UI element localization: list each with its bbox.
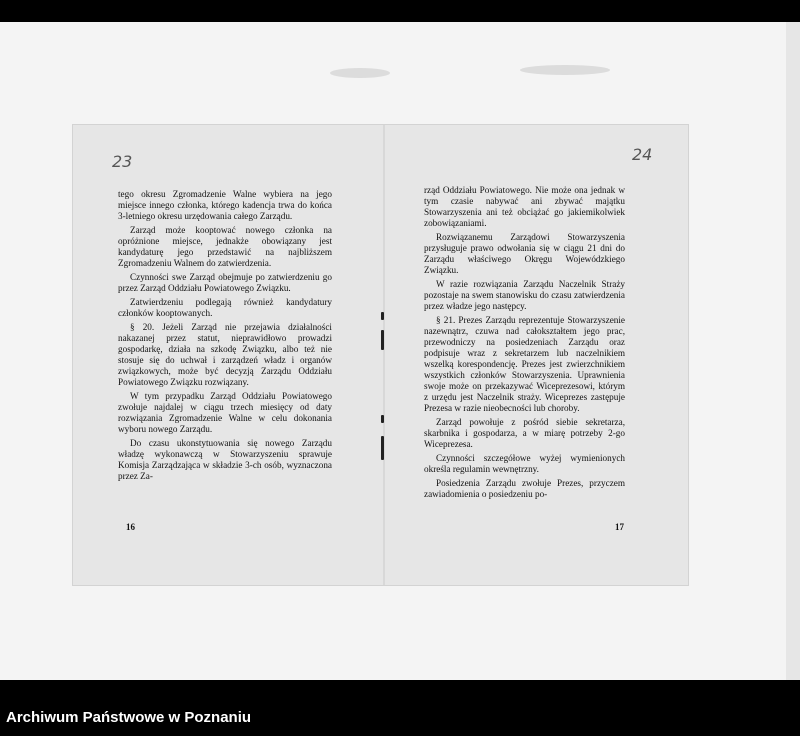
- scan-edge: [786, 22, 800, 680]
- paragraph: Zarząd może kooptować nowego członka na opróżnione miejsce, jednakże obowiązany jest kandydaturę jego przedstawić na najbliższem Zgromadzeniu Walnem do zatwierdzenia.: [118, 225, 332, 268]
- paragraph: Do czasu ukonstytuowania się nowego Zarządu władzę wykonawczą w Stowarzyszeniu sprawuje Komisja Zarządzająca w składzie 3-ch osób, wyznaczona przez Za-: [118, 438, 332, 481]
- archive-watermark: Archiwum Państwowe w Poznaniu: [6, 709, 252, 726]
- binding-stitch: [381, 436, 384, 460]
- paragraph: § 20. Jeżeli Zarząd nie przejawia działalności nakazanej przez statut, nieprawidłowo prowadzi gospodarkę, działa na szkodę Związku, albo też nie stosuje się do uchwał i zarządzeń władz i organów związkowych, może być decyzją Zarządu Oddziału Powiatowego Związku rozwiązany.: [118, 322, 332, 387]
- binding-stitch: [381, 415, 384, 423]
- center-fold: [383, 125, 385, 585]
- paragraph: Czynności szczegółowe wyżej wymienionych określa regulamin wewnętrzny.: [424, 453, 625, 474]
- paragraph: W razie rozwiązania Zarządu Naczelnik Straży pozostaje na swem stanowisku do czasu zatwierdzenia przez władze jego następcy.: [424, 279, 625, 311]
- paragraph: Rozwiązanemu Zarządowi Stowarzyszenia przysługuje prawo odwołania się w ciągu 21 dni do Zarządu właściwego Okręgu Wojewódzkiego Związku.: [424, 232, 625, 275]
- paragraph: rząd Oddziału Powiatowego. Nie może ona jednak w tym czasie nabywać ani zbywać majątku Stowarzyszenia ani też obciążać go jakiemikolwiek zobowiązaniami.: [424, 185, 625, 228]
- paragraph: Zatwierdzeniu podlegają również kandydatury członków kooptowanych.: [118, 297, 332, 318]
- binding-stitch: [381, 312, 384, 320]
- smudge-mark: [520, 65, 610, 75]
- left-page-number: 16: [126, 522, 135, 532]
- paragraph: Czynności swe Zarząd obejmuje po zatwierdzeniu go przez Zarząd Oddziału Powiatowego Związku.: [118, 272, 332, 293]
- binding-stitch: [381, 330, 384, 350]
- right-folio-number: 24: [632, 145, 653, 164]
- paragraph: tego okresu Zgromadzenie Walne wybiera na jego miejsce innego członka, którego kadencja trwa do końca 3-letniego okresu urzędowania całego Zarządu.: [118, 189, 332, 221]
- smudge-mark: [330, 68, 390, 78]
- footer-bar: [0, 680, 800, 736]
- right-page-number: 17: [615, 522, 624, 532]
- paragraph: W tym przypadku Zarząd Oddziału Powiatowego zwołuje najdalej w ciągu trzech miesięcy od daty rozwiązania Zgromadzenie Walne w celu dokonania wyboru nowego Zarządu.: [118, 391, 332, 434]
- paragraph: § 21. Prezes Zarządu reprezentuje Stowarzyszenie nazewnątrz, czuwa nad całokształtem jego prac, przewodniczy na posiedzeniach Zarządu oraz podpisuje wraz z sekretarzem lub naczelnikiem wszelką korespondencję. Prezes jest zwierzchnikiem wszystkich członków Stowarzyszenia. Uprawnienia swoje może on przekazywać Wiceprezesowi, którym z urzędu jest Naczelnik straży. Wiceprezes zastępuje Prezesa w razie nieobecności lub choroby.: [424, 315, 625, 413]
- paragraph: Posiedzenia Zarządu zwołuje Prezes, przyczem zawiadomienia o posiedzeniu po-: [424, 478, 625, 499]
- left-page-text: [118, 189, 332, 485]
- paragraph: Zarząd powołuje z pośród siebie sekretarza, skarbnika i gospodarza, a w miarę potrzeby 2-go Wiceprezesa.: [424, 417, 625, 449]
- left-folio-number: 23: [112, 152, 133, 171]
- right-page-text: [424, 185, 625, 503]
